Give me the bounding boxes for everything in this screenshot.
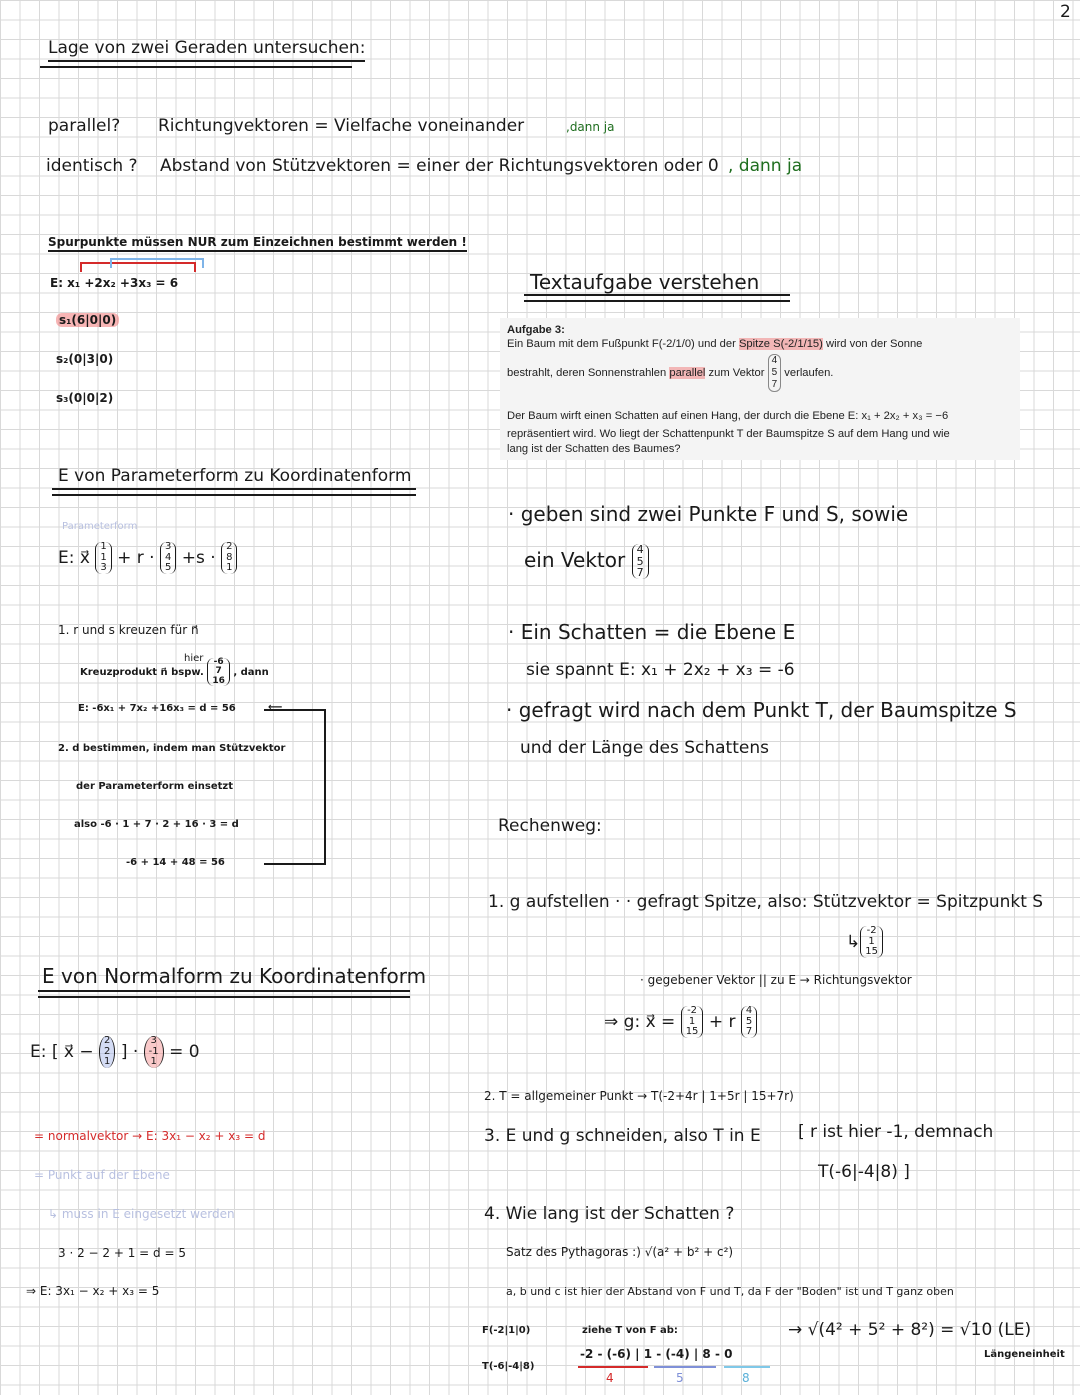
aufgabe-vector: [768, 354, 782, 392]
bullet-vektor: [524, 544, 649, 579]
page-number: 2: [1060, 2, 1071, 22]
step-4-note: a, b und c ist hier der Abstand von F und T, da F der "Boden" ist und T ganz oben: [506, 1285, 954, 1298]
value-a: 4: [606, 1371, 614, 1385]
g-v2-2: 5: [745, 1015, 753, 1027]
aufgabe-line-3: Der Baum wirft einen Schatten auf einen Hang, der durch die Ebene E: x₁ + 2x₂ + x₃ = −6: [507, 410, 949, 422]
normal-note-punkt: = Punkt auf der Ebene: [34, 1168, 170, 1182]
result-unit: Längeneinheit: [984, 1349, 1065, 1360]
spurpunkt-s2: s₂(0|3|0): [56, 352, 114, 366]
step-1-vector: [860, 926, 883, 958]
bullet-v-2: 5: [636, 554, 644, 568]
param-v1-1: 1: [100, 541, 107, 552]
normal-v1-3: 1: [104, 1056, 111, 1067]
parallel-label: parallel?: [48, 116, 121, 136]
param-v2-1: 3: [164, 541, 172, 552]
g-v2-3: 7: [745, 1026, 753, 1037]
aufgabe-line-4: repräsentiert wird. Wo liegt der Schattenpunkt T der Baumspitze S auf dem Hang und wie: [507, 428, 950, 440]
step-3-T: T(-6|-4|8) ]: [818, 1162, 910, 1182]
param-v1-3: 3: [100, 562, 107, 573]
param-v3-1: 2: [226, 541, 233, 552]
aufgabe-l2a: bestrahlt, deren Sonnenstrahlen: [507, 366, 667, 379]
underline-param: [52, 488, 416, 490]
ziehe-ab: ziehe T von F ab:: [582, 1325, 678, 1336]
underline-c: [724, 1366, 770, 1368]
spurpunkt-s3: s₃(0|0|2): [56, 391, 114, 405]
normal-result: ⇒ E: 3x₁ − x₂ + x₃ = 5: [26, 1284, 160, 1298]
kreuz-v-3: 16: [212, 675, 225, 686]
spurpunkt-s1: s₁(6|0|0): [56, 313, 119, 327]
identisch-label: identisch ?: [46, 156, 138, 176]
value-b: 5: [676, 1371, 684, 1385]
identisch-result: , dann ja: [728, 156, 803, 176]
param-step-2b: der Parameterform einsetzt: [76, 781, 234, 792]
bullet-laenge: und der Länge des Schattens: [520, 738, 769, 758]
heading-normal-koord: E von Normalform zu Koordinatenform: [42, 964, 427, 988]
param-v3-2: 8: [226, 551, 233, 563]
step-4-pythagoras: Satz des Pythagoras :) √(a² + b² + c²): [506, 1245, 734, 1259]
aufgabe-v-3: 7: [771, 379, 778, 390]
g-v1-2: 1: [688, 1015, 696, 1027]
param-eq-s: +s ·: [181, 547, 216, 568]
bullet-vektor-label: ein Vektor: [524, 547, 626, 572]
aufgabe-l2c: zum Vektor: [708, 366, 765, 379]
difference: -2 - (-6) | 1 - (-4) | 8 - 0: [580, 1347, 733, 1361]
param-v1-2: 1: [100, 551, 107, 563]
bullet-vector: [632, 544, 649, 579]
result-length: → √(4² + 5² + 8²) = √10 (LE): [788, 1320, 1032, 1340]
aufgabe-l1c: wird von der Sonne: [826, 338, 923, 350]
underline-a: [578, 1366, 648, 1368]
step-1-gerade: [604, 1006, 757, 1038]
param-step-1-line: [80, 658, 269, 686]
normal-calc: 3 · 2 − 2 + 1 = d = 5: [58, 1246, 186, 1260]
normal-vector-point: [99, 1036, 115, 1068]
aufgabe-line-2: [507, 354, 833, 392]
normal-equation: [30, 1036, 200, 1068]
arrow-left-icon: ⟵: [268, 702, 283, 713]
heading-textaufgabe: Textaufgabe verstehen: [530, 270, 760, 294]
param-eq-prefix: E: x⃗: [58, 547, 90, 568]
aufgabe-l1a: Ein Baum mit dem Fußpunkt F(-2/1/0) und der: [507, 338, 736, 350]
aufgabe-l2d: verlaufen.: [784, 366, 834, 379]
param-step-1: 1. r und s kreuzen für n⃗: [58, 623, 199, 637]
bullet-gefragt: · gefragt wird nach dem Punkt T, der Baumspitze S: [506, 698, 1017, 722]
step-3-schneiden: 3. E und g schneiden, also T in E: [484, 1126, 761, 1146]
underline-textaufgabe: [524, 294, 790, 296]
parallel-result: ,dann ja: [566, 120, 615, 134]
spur-equation: E: x₁ +2x₂ +3x₃ = 6: [50, 276, 179, 290]
step1-v-3: 15: [865, 946, 878, 957]
param-equation: [58, 542, 237, 574]
g-v2-1: 4: [745, 1005, 753, 1016]
normal-eq-end: = 0: [169, 1041, 200, 1062]
param-step-2-calc: also -6 · 1 + 7 · 2 + 16 · 3 = d: [74, 819, 239, 830]
connector-bracket: [264, 709, 326, 865]
param-eq-r: + r ·: [117, 547, 155, 568]
identisch-text: Abstand von Stützvektoren = einer der Richtungsvektoren oder 0: [160, 156, 719, 176]
bullet-gegeben: · geben sind zwei Punkte F und S, sowie: [508, 502, 909, 526]
aufgabe-l2b: parallel: [669, 366, 706, 379]
step-1-richtungsvektor: · gegebener Vektor || zu E → Richtungsvektor: [640, 973, 912, 987]
step-3-bracket: [ r ist hier -1, demnach: [798, 1122, 994, 1142]
aufgabe-v-1: 4: [771, 355, 778, 366]
aufgabe-v-2: 5: [771, 367, 778, 378]
underline-normal: [38, 990, 410, 992]
aufgabe-line-5: lang ist der Schatten des Baumes?: [507, 443, 681, 455]
underline-param-2: [52, 494, 416, 496]
aufgabe-box: [500, 318, 1020, 460]
gerade-stuetz: [681, 1006, 704, 1038]
heading-lage-geraden: Lage von zwei Geraden untersuchen:: [48, 40, 365, 62]
step1-v-2: 1: [868, 935, 875, 947]
parallel-text: Richtungvektoren = Vielfache voneinander: [158, 116, 525, 136]
aufgabe-l1b: Spitze S(-2/1/15): [738, 338, 823, 350]
param-v2-3: 5: [164, 562, 172, 573]
kreuzprodukt-dann: , dann: [233, 667, 269, 679]
bullet-v-3: 7: [636, 566, 644, 580]
underline-normal-2: [38, 996, 410, 998]
heading-param-koord: E von Parameterform zu Koordinatenform: [58, 466, 412, 486]
param-v2-2: 4: [164, 551, 172, 563]
gerade-r: + r: [708, 1011, 736, 1032]
step1-v-1: -2: [866, 925, 877, 936]
param-step-2-result: -6 + 14 + 48 = 56: [126, 857, 225, 868]
kreuzprodukt-text: Kreuzprodukt n⃗ bspw.: [80, 667, 204, 679]
normal-vector-n: [144, 1036, 164, 1068]
kreuz-v-2: 7: [215, 666, 222, 677]
normal-v2-3: 1: [150, 1056, 157, 1067]
g-v1-3: 15: [685, 1026, 699, 1037]
step-1-g-aufstellen: 1. g aufstellen · · gefragt Spitze, also: Stützvektor = Spitzpunkt S: [488, 892, 1044, 912]
normal-note-normalvektor: = normalvektor → E: 3x₁ − x₂ + x₃ = d: [34, 1129, 266, 1143]
underline-textaufgabe-2: [524, 300, 790, 302]
bullet-schatten: · Ein Schatten = die Ebene E: [508, 620, 796, 644]
normal-eq-prefix: E: [ x⃗ −: [30, 1041, 94, 1062]
kreuzprodukt-vector: [207, 658, 230, 686]
normal-v2-1: 3: [150, 1035, 157, 1046]
param-vector-1: [95, 542, 111, 574]
point-F: F(-2|1|0): [482, 1325, 531, 1336]
param-vector-3: [221, 542, 237, 574]
heading-underline: [40, 66, 352, 68]
normal-eq-mid: ] ·: [120, 1041, 139, 1062]
spurpunkte-note: Spurpunkte müssen NUR zum Einzeichnen bestimmt werden !: [48, 236, 467, 252]
point-T: T(-6|-4|8): [482, 1361, 535, 1372]
bracket-blue: [110, 258, 204, 268]
normal-v1-1: 2: [104, 1035, 111, 1046]
gerade-richtung: [741, 1006, 757, 1038]
step-4-laenge: 4. Wie lang ist der Schatten ?: [484, 1204, 735, 1224]
g-v1-1: -2: [687, 1005, 698, 1016]
param-step-1-hier: hier: [184, 653, 204, 664]
kreuz-v-1: -6: [213, 657, 224, 667]
param-vector-2: [160, 542, 176, 574]
normal-note-einsetzen: ↳ muss in E eingesetzt werden: [48, 1207, 235, 1221]
underline-b: [654, 1366, 716, 1368]
bullet-v-1: 4: [636, 543, 644, 556]
param-koord-equation: E: -6x₁ + 7x₂ +16x₃ = d = 56: [78, 703, 236, 714]
step-2-allgemeiner-punkt: 2. T = allgemeiner Punkt → T(-2+4r | 1+5r | 15+7r): [484, 1089, 794, 1103]
param-step-2: 2. d bestimmen, indem man Stützvektor: [58, 743, 286, 754]
aufgabe-title: Aufgabe 3:: [507, 324, 565, 336]
bullet-ebene: sie spannt E: x₁ + 2x₂ + x₃ = -6: [526, 660, 795, 680]
normal-v2-2: -1: [148, 1045, 159, 1057]
rechenweg-label: Rechenweg:: [498, 816, 602, 836]
gerade-prefix: ⇒ g: x⃗ =: [604, 1011, 676, 1032]
step-1-stuetzvektor: ↳-2 1 15: [846, 926, 883, 958]
param-v3-3: 1: [226, 562, 233, 573]
aufgabe-line-1: [507, 338, 922, 350]
value-c: 8: [742, 1371, 750, 1385]
param-label: Parameterform: [62, 521, 138, 532]
normal-v1-2: 2: [104, 1045, 111, 1057]
